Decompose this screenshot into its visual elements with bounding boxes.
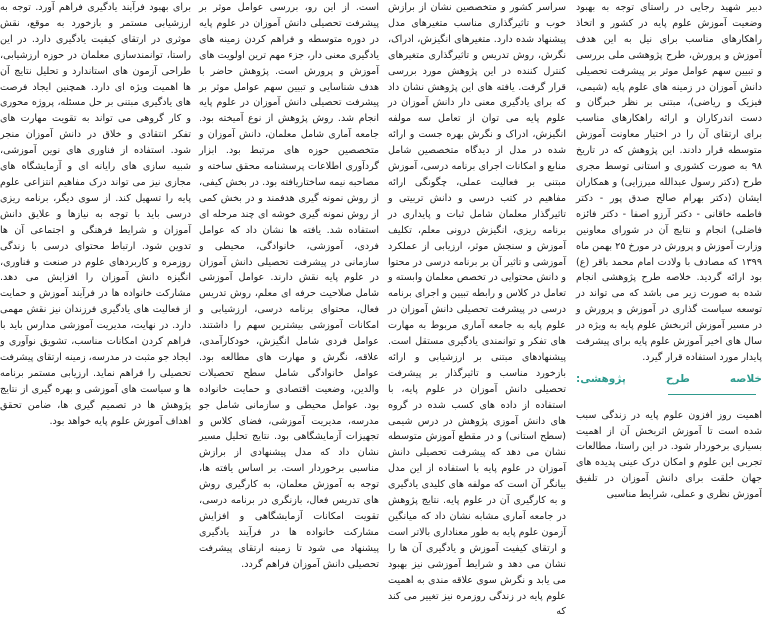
paragraph-summary: اهمیت روز افزون علوم پایه در زندگی سبب شده است تا آموزش اثربخش آن از اهمیت بسیاری برخوردار شود. در این راستا، مطالعات تجربی این علوم و امکان درک عینی پدیده های جهان خلقت برای دانش آموزان در تلفیق آموزش نظری و عملی، شرایط مناسبی [576, 409, 762, 501]
column-3 [199, 0, 379, 570]
paragraph-column-2: سراسر کشور و متخصصین نشان از برازش خوب و تاثیرگذاری مناسب متغیرهای مدل پیشنهاد شده دارد. متغیرهای انگیزش، ادراک، نگرش، روش تدریس و تاثیرگذاری متغیرهای کنترل کننده در این پژوهش مورد بررسی قرار گرفت. یافته های این پژوهش نشان داد که برای یادگیری معنی دار دانش آموزان در علوم پایه می توان از تعامل سه مولفه انگیزش، ادراک و نگرش بهره جست و ارائه شده در مدل از دیدگاه متخصصین شامل منابع و امکانات اجرای برنامه درسی، آموزش مبتنی بر فعالیت عملی، چگونگی ارائه مفاهیم در کتب درسی و دانش تربیتی و تاثیرگذار معلمان شامل ثبات و پایداری در برنامه ریزی، انگیزش درونی معلم، تکلیف آموزش و سنجش موثر، ارزیابی از عملکرد آموزشی و تاثیر آن بر برنامه درسی در محتوا و دانش محتوایی در تخصص معلمان وابسته و تعامل در کلاس و رابطه تبیین و اجرای برنامه درسی در پیشرفت تحصیلی دانش آموزان در علوم پایه به جامعه آماری مربوط به مهارت های تفکر و توانمندی یادگیری مستقل است. پیشنهادهای مبتنی بر ارزشیابی و ارائه بازخورد مناسب و تاثیرگذار بر پیشرفت تحصیلی دانش آموزان در علوم پایه، با استفاده از داده های کسب شده در گروه های دانش آموزی پژوهش در درس شیمی (سطح استانی) و در مقطع آموزش متوسطه نشان می دهد که پیشرفت تحصیلی دانش آموزان در علوم پایه با استفاده از این مدل بیانگر آن است که مولفه های کلیدی یادگیری و به کارگیری آن در علوم پایه. نتایج پژوهش در جامعه آماری مشابه نشان داد که میانگین آزمون علوم پایه به طور معناداری بالاتر است و ارتقای کیفیت آموزش و یادگیری آن ها را نشان می دهد و شرایط آموزشی نیز بهبود می یابد و نگرش سوی علاقه مندی به اهمیت علوم پایه در زندگی روزمره نیز تغییر می کند که [388, 2, 566, 618]
column-2 [388, 0, 566, 618]
column-1 [576, 0, 762, 501]
column-4 [0, 0, 191, 427]
section-heading [576, 372, 762, 404]
paragraph-column-3: است. از این رو، بررسی عوامل موثر بر پیشرفت تحصیلی دانش آموزان در علوم پایه در دوره متوسطه و فراهم کردن زمینه های یادگیری معنی دار، جزء مهم ترین اولویت های آموزش و پرورش است. پژوهش حاضر با هدف شناسایی و تبیین سهم عوامل موثر بر پیشرفت تحصیلی دانش آموزان در علوم پایه انجام شد. روش پژوهش از نوع آمیخته بود. جامعه آماری شامل معلمان، دانش آموزان و متخصصین حوزه های مرتبط بود. ابزار گردآوری اطلاعات پرسشنامه محقق ساخته و مصاحبه نیمه ساختاریافته بود. در بخش کیفی، از روش نمونه گیری هدفمند و در بخش کمی از روش نمونه گیری خوشه ای چند مرحله ای استفاده شد. یافته ها نشان داد که عوامل فردی، آموزشی، خانوادگی، محیطی و سازمانی در پیشرفت تحصیلی دانش آموزان در علوم پایه نقش دارند. عوامل آموزشی شامل صلاحیت حرفه ای معلم، روش تدریس فعال، محتوای برنامه درسی، ارزشیابی و امکانات آموزشی بیشترین سهم را داشتند. عوامل فردی شامل انگیزش، خودکارآمدی، علاقه، نگرش و مهارت های مطالعه بود. عوامل خانوادگی شامل سطح تحصیلات والدین، وضعیت اقتصادی و حمایت خانواده بود. عوامل محیطی و سازمانی شامل جو مدرسه، مدیریت آموزشی، فضای کلاس و تجهیزات آزمایشگاهی بود. نتایج تحلیل مسیر نشان داد که مدل پیشنهادی از برازش مناسبی برخوردار است. بر اساس یافته ها، توجه به آموزش معلمان، به کارگیری روش های تدریس فعال، بازنگری در برنامه درسی، تقویت امکانات آزمایشگاهی و افزایش مشارکت خانواده ها در فرآیند یادگیری پیشنهاد می شود تا زمینه ارتقای پیشرفت تحصیلی دانش آموزان فراهم گردد. [199, 2, 379, 570]
section-heading-text: خلاصه طرح پژوهشی: [576, 372, 762, 385]
paragraph-column-4: برای بهبود فرآیند یادگیری فراهم آورد. توجه به ارزشیابی مستمر و بازخورد به موقع، نقش موثری در ارتقای کیفیت یادگیری دارد. در این راستا، توانمندسازی معلمان در حوزه ارزشیابی، طراحی آزمون های استاندارد و تحلیل نتایج آن ها اهمیت ویژه ای دارد. همچنین ایجاد فرصت های یادگیری مبتنی بر حل مسئله، پروژه محوری و کار گروهی می تواند به تقویت مهارت های تفکر انتقادی و خلاق در دانش آموزان منجر شود. استفاده از فناوری های نوین آموزشی، شبیه سازی های رایانه ای و آزمایشگاه های مجازی نیز می تواند درک مفاهیم انتزاعی علوم پایه را تسهیل کند. از سوی دیگر، برنامه ریزی درسی باید با توجه به نیازها و علایق دانش آموزان و شرایط فرهنگی و اجتماعی آن ها تدوین شود. ارتباط محتوای درسی با زندگی روزمره و کاربردهای علوم در صنعت و فناوری، انگیزه دانش آموزان را افزایش می دهد. مشارکت خانواده ها در فرآیند آموزش و حمایت از فعالیت های یادگیری فرزندان نیز نقش مهمی دارد. در نهایت، مدیریت آموزشی مدارس باید با فراهم کردن امکانات مناسب، تشویق نوآوری و ایجاد جو مثبت در مدرسه، زمینه ارتقای پیشرفت تحصیلی را فراهم نماید. ارزیابی مستمر برنامه ها و سیاست های آموزشی و بهره گیری از نتایج پژوهش ها در تصمیم گیری ها، ضامن تحقق اهداف آموزش علوم پایه خواهد بود. [0, 2, 191, 427]
heading-rule [668, 394, 756, 395]
paragraph-intro: دبیر شهید رجایی در راستای توجه به بهبود وضعیت آموزش علوم پایه در کشور و اتخاذ راهکارهای مناسب برای نیل به این هدف آموزش و پرورش، طرح پژوهشی ملی بررسی و تبیین سهم عوامل موثر بر پیشرفت تحصیلی دانش آموزان در زمینه های علوم پایه (شیمی، فیزیک و ریاضی)، مبتنی بر نظر خبرگان و دست اندرکاران و ارائه راهکارهای مناسب برای ارتقای آن را در اختیار معاونت آموزش متوسطه قرار دادند. این پژوهش که در تاریخ ۹۸ به صورت کشوری و استانی توسط مجری طرح (دکتر رسول عبدالله میرزایی) و همکاران ایشان (دکتر بهرام صالح صدق پور - دکتر فاطمه خاقانی - دکتر آرزو اصفا - دکتر فائزه فاضلی) انجام و نتایج آن در شورای معاونین وزارت آموزش و پرورش در مورخ ۲۵ بهمن ماه ۱۳۹۹ که مصادف با ولادت امام محمد باقر (ع) بود ارائه گردید. خلاصه طرح پژوهشی انجام شده به صورت زیر می باشد که می تواند در توسعه سیاست گذاری در آموزش و پرورش و در مسیر آموزش اثربخش علوم پایه به ویژه در سال های اخیر آموزش علوم پایه برای پیشرفت پایدار مورد استفاده قرار گیرد. [576, 2, 762, 363]
